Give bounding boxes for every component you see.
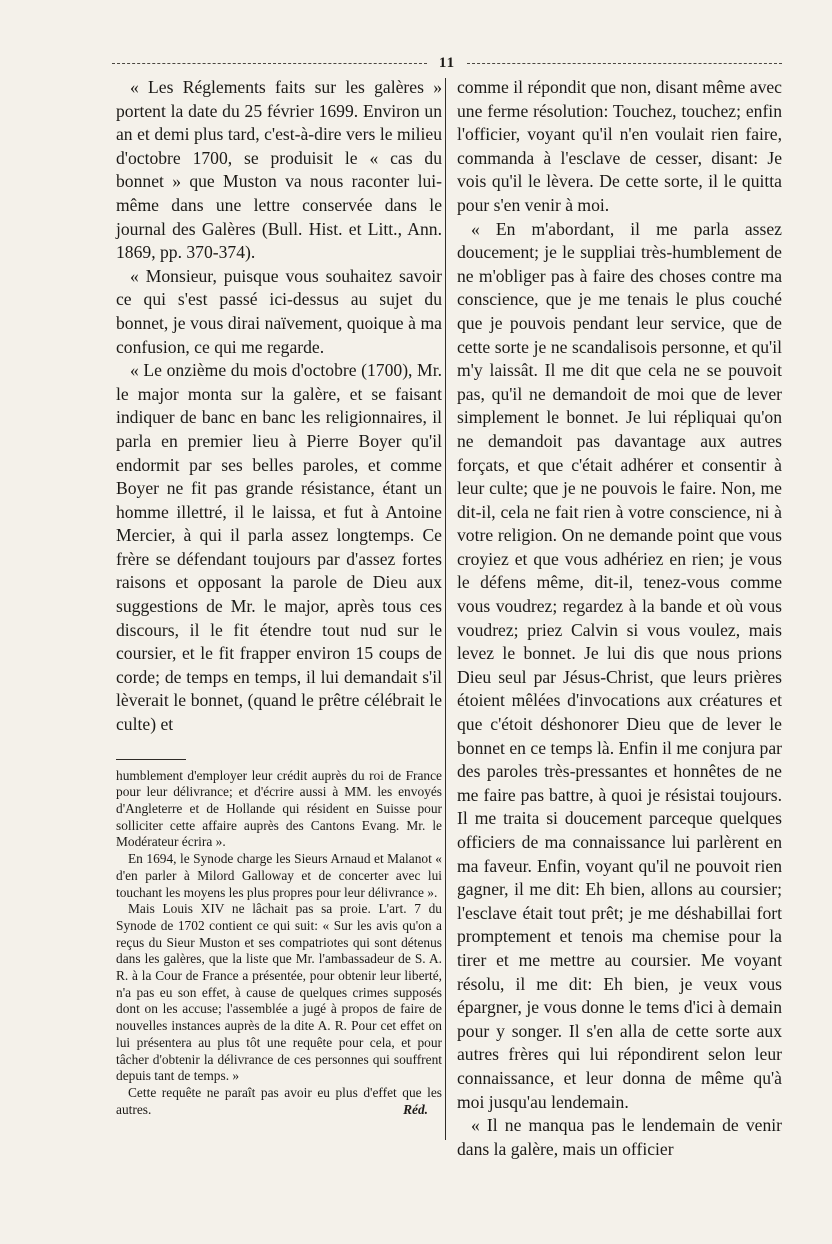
footnotes (116, 768, 442, 1119)
footnote-paragraph: Mais Louis XIV ne lâchait pas sa proie. L'art. 7 du Synode de 1702 contient ce qui suit: « Sur les avis qu'on a reçus du Sieur Muston et ses compatriotes qui sont détenus dans les galères, que la liste que Mr. l'ambassadeur de S. A. R. à la Cour de France a présentée, pour obtenir leur liberté, n'a pas eu son effet, à cause de quelques crimes supposés dont on les accuse; l'assemblée a jugé à propos de faire de nouvelles instances auprès de la dite A. R. Pour cet effet on lui présentera au plus tôt une requête pour cela, et pour tâcher d'obtenir la délivrance de ces personnes qui souffrent depuis tant de temps. » (116, 901, 442, 1084)
right-main-text (457, 76, 782, 1161)
paragraph: comme il répondit que non, disant même avec une ferme résolution: Touchez, touchez; enfin l'officier, voyant qu'il n'en voulait rien faire, commanda à l'esclave de cesser, disant: Je vois qu'il le lèvera. De cette sorte, il le quitta pour s'en venir à moi. (457, 77, 782, 215)
paragraph: « Monsieur, puisque vous souhaitez savoir ce qui s'est passé ici-dessus au sujet du bonnet, je vous dirai naïvement, quoique à ma confusion, ce qui me regarde. (116, 265, 442, 357)
paragraph: « Il ne manqua pas le lendemain de venir dans la galère, mais un officier (457, 1115, 782, 1159)
header-rule-right (467, 63, 782, 64)
left-column (116, 76, 442, 1118)
paragraph: « En m'abordant, il me parla assez doucement; je le suppliai très-humblement de ne m'obliger pas à faire des choses contre ma conscience, que je me tenais le plus couché que je pouvois pendant leur service, que de cette sorte je ne scandalisois personne, et qu'il m'y laissât. Il me dit que cela ne se pouvoit pas, qu'il ne demandoit de moi que de lever simplement le bonnet. Je lui répliquai qu'on ne demandoit pas davantage aux autres forçats, et que c'était adhérer et consentir à leur culte; que je ne pouvois le faire. Non, me dit-il, cela ne fait rien à votre conscience, ni à votre religion. On ne demande point que vous croyiez et que vous adhériez en rien; je vous le défens même, dit-il, tenez-vous comme vous voudrez; regardez à la bande et où vous voudrez; priez Calvin si vous voulez, mais levez le bonnet. Je lui dis que nous prions Dieu seul par Jésus-Christ, que leurs prières étoient mêlées d'invocations aux créatures et que c'étoit déshonorer Dieu que de lever le bonnet en ce temps là. Enfin il me conjura par des paroles très-pressantes et honnêtes de ne me faire pas battre, à quoi je résistai toujours. Il me traita si doucement parceque quelques officiers de ma connaissance lui parlèrent en ma faveur. Enfin, voyant qu'il ne pouvoit rien gagner, il me dit: Eh bien, allons au coursier; l'esclave était tout prêt; je me déshabillai fort promptement et tenois ma chemise pour la tirer et me mettre au coursier. Me voyant résolu, il me dit: Eh bien, je veux vous épargner, je vous donne le tems d'ici à demain pour y songer. Il s'en alla de cette sorte aux autres frères qui lui répondirent selon leur connaissance, et leur donna de même qu'à moi jusqu'au lendemain. (457, 218, 782, 1112)
editor-signature: Réd. (403, 1101, 428, 1117)
footnote-paragraph-last (116, 1085, 442, 1118)
column-divider (445, 78, 446, 1140)
header-rule-left (112, 63, 427, 64)
footnote-paragraph: humblement d'employer leur crédit auprès du roi de France pour leur délivrance; et d'écrire aussi à MM. les envoyés d'Angleterre et de Hollande qui résident en Suisse pour solliciter cette affaire auprès des Cantons Evang. Mr. le Modérateur écrira ». (116, 767, 442, 850)
footnote-separator (116, 759, 186, 760)
page-number: 11 (438, 54, 456, 71)
left-main-text (116, 76, 442, 737)
paragraph: « Le onzième du mois d'octobre (1700), Mr. le major monta sur la galère, et se faisant indiquer de banc en banc les religionnaires, il parla en premier lieu à Pierre Boyer qu'il endormit par ses belles paroles, et comme Boyer ne fit pas grande résistance, étant un homme illettré, il le laissa, et fut à Antoine Mercier, à qui il parla assez longtemps. Ce frère se défendant toujours par d'assez fortes raisons et opposant la parole de Dieu aux suggestions de Mr. le major, après tous ces discours, il le fit étendre tout nud sur le coursier, et le fit frapper environ 15 coups de corde; de temps en temps, il lui demandait s'il lèverait le bonnet, (quand le prêtre célébrait le culte) et (116, 360, 442, 735)
page-header (112, 52, 782, 74)
right-column (457, 76, 782, 1161)
footnote-paragraph: En 1694, le Synode charge les Sieurs Arnaud et Malanot « d'en parler à Milord Galloway et de concerter avec lui touchant les moyens les plus propres pour leur délivrance ». (116, 851, 442, 900)
footnote-text: Cette requête ne paraît pas avoir eu plus d'effet que les autres. (116, 1084, 442, 1117)
paragraph: « Les Réglements faits sur les galères » portent la date du 25 février 1699. Environ un an et demi plus tard, c'est-à-dire vers le milieu d'octobre 1700, se produisit le « cas du bonnet » que Muston va nous raconter lui-même dans une lettre conservée dans le journal des Galères (Bull. Hist. et Litt., Ann. 1869, pp. 370-374). (116, 77, 442, 263)
